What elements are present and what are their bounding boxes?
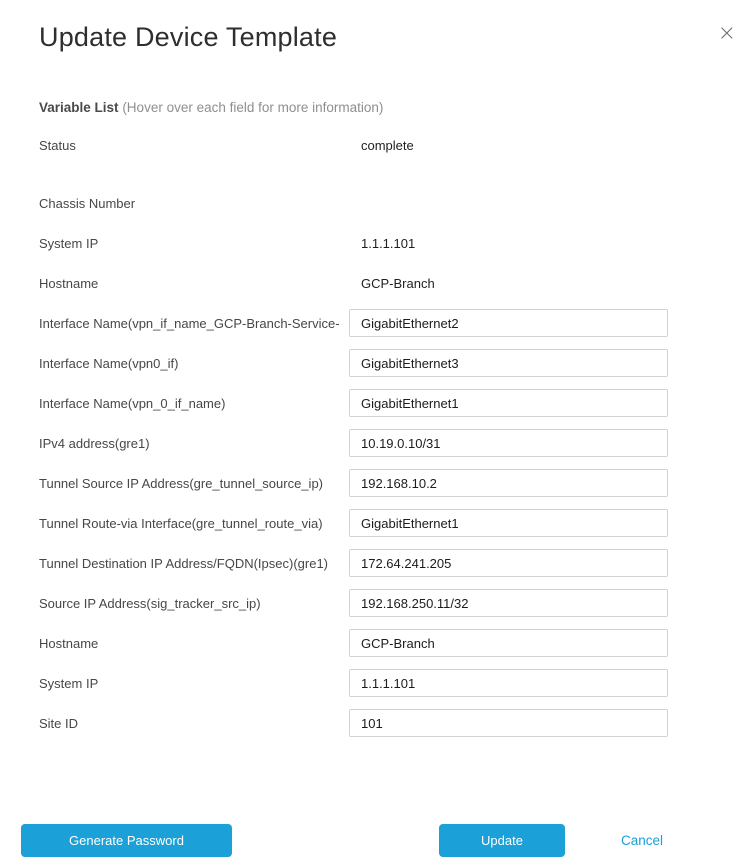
update-device-template-dialog	[0, 20, 752, 865]
variable-row	[39, 709, 668, 737]
variable-row-label: Hostname	[39, 635, 99, 651]
variable-row-input[interactable]	[349, 589, 668, 617]
variable-row-input[interactable]	[349, 469, 668, 497]
variable-row-input[interactable]	[349, 349, 668, 377]
variable-row-input[interactable]	[349, 389, 668, 417]
variable-row	[39, 309, 668, 337]
variable-row-label: Site ID	[39, 715, 79, 731]
variable-row-value: complete	[361, 137, 414, 153]
variable-row	[39, 389, 668, 417]
variable-row	[39, 509, 668, 537]
variable-row-input[interactable]	[349, 429, 668, 457]
variable-list-rows	[39, 131, 752, 737]
variable-row-label: Interface Name(vpn0_if)	[39, 355, 179, 371]
variable-row	[39, 131, 668, 159]
update-button[interactable]: Update	[439, 824, 565, 857]
variable-row-label: System IP	[39, 675, 99, 691]
variable-row	[39, 349, 668, 377]
variable-row-input[interactable]	[349, 629, 668, 657]
variable-row	[39, 629, 668, 657]
variable-row-label: Source IP Address(sig_tracker_src_ip)	[39, 595, 261, 611]
dialog-title: Update Device Template	[39, 22, 338, 52]
variable-row-label: Hostname	[39, 275, 99, 291]
variable-list-hint: (Hover over each field for more information)	[122, 100, 384, 115]
variable-row-label: Tunnel Source IP Address(gre_tunnel_source_ip)	[39, 475, 324, 491]
variable-row-input[interactable]	[349, 309, 668, 337]
variable-row-input[interactable]	[349, 709, 668, 737]
variable-list-header	[39, 99, 713, 116]
variable-row-label: Status	[39, 137, 76, 153]
variable-row-label: Interface Name(vpn_if_name_GCP-Branch-Service-	[39, 315, 340, 331]
variable-row	[39, 229, 668, 257]
generate-password-button[interactable]: Generate Password	[21, 824, 232, 857]
variable-row-label: Tunnel Destination IP Address/FQDN(Ipsec)(gre1)	[39, 555, 329, 571]
variable-row	[39, 669, 668, 697]
variable-row-input[interactable]	[349, 669, 668, 697]
variable-row	[39, 429, 668, 457]
variable-row	[39, 269, 668, 297]
variable-row-value: 1.1.1.101	[361, 235, 416, 251]
variable-row-label: System IP	[39, 235, 99, 251]
variable-row	[39, 589, 668, 617]
variable-row-label: Interface Name(vpn_0_if_name)	[39, 395, 226, 411]
variable-row-input[interactable]	[349, 549, 668, 577]
dialog-footer	[0, 824, 752, 857]
variable-row-label: IPv4 address(gre1)	[39, 435, 150, 451]
cancel-link[interactable]: Cancel	[620, 833, 663, 848]
variable-row-input[interactable]	[349, 509, 668, 537]
variable-row	[39, 549, 668, 577]
variable-row-value: GCP-Branch	[361, 275, 435, 291]
close-icon[interactable]: ×	[717, 21, 736, 46]
variable-row-label: Chassis Number	[39, 195, 136, 211]
variable-row	[39, 469, 668, 497]
variable-row	[39, 189, 668, 217]
variable-list-title: Variable List	[39, 100, 119, 115]
variable-row-label: Tunnel Route-via Interface(gre_tunnel_route_via)	[39, 515, 323, 531]
